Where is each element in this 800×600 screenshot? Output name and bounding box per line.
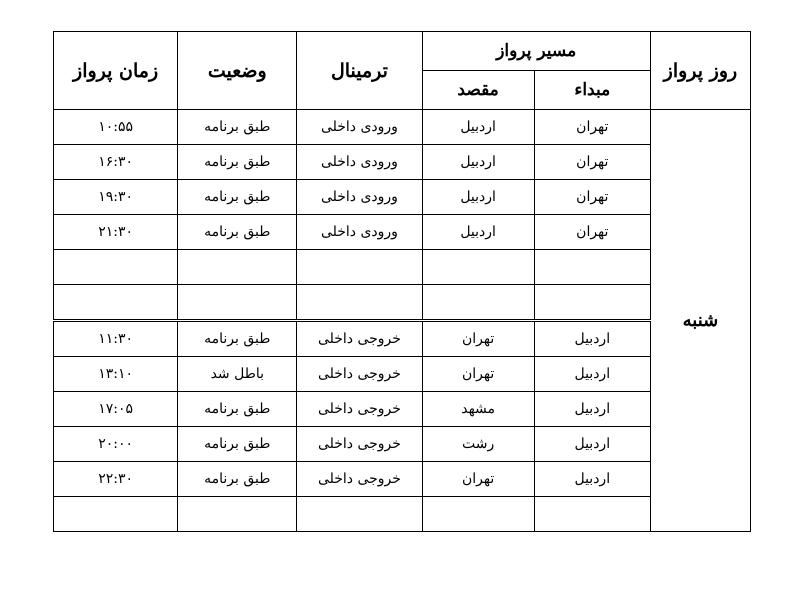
- time-cell: ۲۱:۳۰: [54, 215, 178, 250]
- terminal-cell: ورودی داخلی: [297, 110, 422, 145]
- header-destination: مقصد: [422, 71, 534, 110]
- time-cell: [54, 250, 178, 285]
- status-cell: طبق برنامه: [178, 462, 297, 497]
- status-cell: [178, 250, 297, 285]
- table-row: [54, 321, 751, 357]
- header-row: [54, 32, 751, 71]
- destination-cell: [422, 285, 534, 321]
- destination-cell: تهران: [422, 462, 534, 497]
- time-cell: [54, 285, 178, 321]
- time-cell: ۱۱:۳۰: [54, 321, 178, 357]
- header-route: مسیر پرواز: [422, 32, 650, 71]
- status-cell: طبق برنامه: [178, 321, 297, 357]
- table-body: [54, 110, 751, 532]
- origin-cell: تهران: [534, 110, 650, 145]
- time-cell: ۱۹:۳۰: [54, 180, 178, 215]
- destination-cell: مشهد: [422, 392, 534, 427]
- header-status: وضعیت: [178, 32, 297, 110]
- destination-cell: تهران: [422, 321, 534, 357]
- origin-cell: تهران: [534, 180, 650, 215]
- table-row: [54, 215, 751, 250]
- origin-cell: اردبیل: [534, 392, 650, 427]
- destination-cell: اردبیل: [422, 145, 534, 180]
- origin-cell: [534, 497, 650, 532]
- destination-cell: [422, 250, 534, 285]
- terminal-cell: ورودی داخلی: [297, 145, 422, 180]
- origin-cell: اردبیل: [534, 321, 650, 357]
- terminal-cell: [297, 497, 422, 532]
- header-day: روز پرواز: [650, 32, 750, 110]
- header-terminal: ترمینال: [297, 32, 422, 110]
- terminal-cell: ورودی داخلی: [297, 215, 422, 250]
- table-row: [54, 145, 751, 180]
- time-cell: ۲۰:۰۰: [54, 427, 178, 462]
- table-row: [54, 427, 751, 462]
- terminal-cell: [297, 250, 422, 285]
- destination-cell: اردبیل: [422, 180, 534, 215]
- time-cell: [54, 497, 178, 532]
- origin-cell: [534, 285, 650, 321]
- table-row: [54, 180, 751, 215]
- terminal-cell: خروجی داخلی: [297, 462, 422, 497]
- status-cell: طبق برنامه: [178, 215, 297, 250]
- status-cell: [178, 285, 297, 321]
- header-origin: مبداء: [534, 71, 650, 110]
- origin-cell: [534, 250, 650, 285]
- time-cell: ۱۷:۰۵: [54, 392, 178, 427]
- table-row: [54, 392, 751, 427]
- destination-cell: رشت: [422, 427, 534, 462]
- status-cell: باطل شد: [178, 357, 297, 392]
- header-time: زمان پرواز: [54, 32, 178, 110]
- terminal-cell: خروجی داخلی: [297, 392, 422, 427]
- status-cell: طبق برنامه: [178, 180, 297, 215]
- time-cell: ۱۶:۳۰: [54, 145, 178, 180]
- destination-cell: [422, 497, 534, 532]
- table-row: [54, 285, 751, 321]
- status-cell: طبق برنامه: [178, 427, 297, 462]
- terminal-cell: [297, 285, 422, 321]
- destination-cell: اردبیل: [422, 110, 534, 145]
- origin-cell: اردبیل: [534, 427, 650, 462]
- day-cell: شنبه: [650, 110, 750, 532]
- destination-cell: تهران: [422, 357, 534, 392]
- time-cell: ۱۳:۱۰: [54, 357, 178, 392]
- table-header: [54, 32, 751, 110]
- status-cell: طبق برنامه: [178, 392, 297, 427]
- table-row: [54, 497, 751, 532]
- origin-cell: اردبیل: [534, 357, 650, 392]
- table-row: [54, 250, 751, 285]
- terminal-cell: خروجی داخلی: [297, 427, 422, 462]
- table-row: [54, 357, 751, 392]
- destination-cell: اردبیل: [422, 215, 534, 250]
- time-cell: ۲۲:۳۰: [54, 462, 178, 497]
- time-cell: ۱۰:۵۵: [54, 110, 178, 145]
- flight-schedule-table: [53, 31, 751, 532]
- status-cell: طبق برنامه: [178, 110, 297, 145]
- table-row: [54, 110, 751, 145]
- status-cell: طبق برنامه: [178, 145, 297, 180]
- terminal-cell: خروجی داخلی: [297, 357, 422, 392]
- origin-cell: تهران: [534, 215, 650, 250]
- origin-cell: تهران: [534, 145, 650, 180]
- status-cell: [178, 497, 297, 532]
- table-row: [54, 462, 751, 497]
- terminal-cell: ورودی داخلی: [297, 180, 422, 215]
- terminal-cell: خروجی داخلی: [297, 321, 422, 357]
- origin-cell: اردبیل: [534, 462, 650, 497]
